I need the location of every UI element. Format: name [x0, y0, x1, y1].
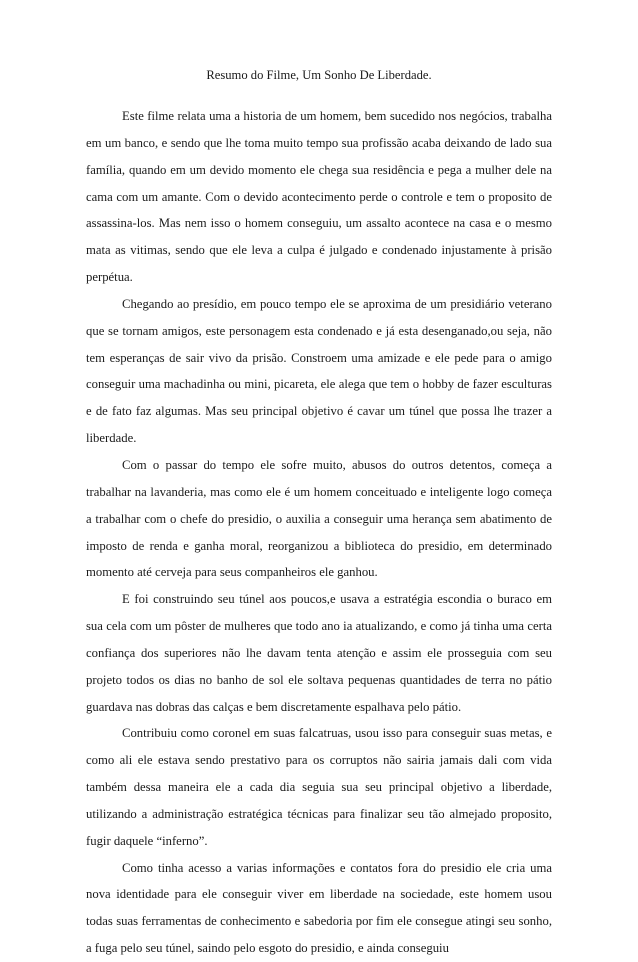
paragraph-1: Este filme relata uma a historia de um homem, bem sucedido nos negócios, trabalha em um banco, e sendo que lhe toma muito tempo sua profissão acaba deixando de lado sua família, quando em um devido momento ele chega sua residência e pega a mulher dele na cama com um amante. Com o devido acontecimento perde o controle e tem o proposito de assassina-los. Mas nem isso o homem conseguiu, um assalto acontece na casa e o mesmo mata as vitimas, sendo que ele leva a culpa é julgado e condenado injustamente à prisão perpétua.: [86, 109, 552, 285]
paragraph-5: Contribuiu como coronel em suas falcatruas, usou isso para conseguir suas metas, e como ali ele estava sendo prestativo para os corruptos não sairia jamais dali com vida também dessa maneira ele a cada dia seguia sua seu principal objetivo a liberdade, utilizando a administração estratégica técnicas para finalizar seu tão almejado proposito, fugir daquele “inferno”.: [86, 726, 552, 848]
paragraph-2: Chegando ao presídio, em pouco tempo ele se aproxima de um presidiário veterano que se tornam amigos, este personagem esta condenado e já esta desenganado,ou seja, não tem esperanças de sair vivo da prisão. Constroem uma amizade e ele pede para o amigo conseguir uma machadinha ou mini, picareta, ele alega que tem o hobby de fazer esculturas e de fato faz algumas. Mas seu principal objetivo é cavar um túnel que possa lhe trazer a liberdade.: [86, 296, 552, 446]
document-body: [86, 103, 552, 962]
paragraph-3: Com o passar do tempo ele sofre muito, abusos do outros detentos, começa a trabalhar na lavanderia, mas como ele é um homem conceituado e inteligente logo começa a trabalhar com o chefe do presidio, o auxilia a conseguir uma herança sem abatimento de imposto de renda e ganha moral, reorganizou a biblioteca do presidio, em determinado momento até cerveja para seus companheiros ele ganhou.: [86, 457, 552, 580]
paragraph-4: E foi construindo seu túnel aos poucos,e usava a estratégia escondia o buraco em sua cela com um pôster de mulheres que todo ano ia atualizando, e como já tinha uma certa confiança dos superiores não lhe davam tenta atenção e assim ele prosseguia com seu projeto todos os dias no banho de sol ele soltava pequenas quantidades de terra no pátio guardava nas dobras das calças e bem discretamente espalhava pelo pátio.: [86, 592, 552, 714]
document-title: Resumo do Filme, Um Sonho De Liberdade.: [206, 68, 432, 82]
paragraph-6: Como tinha acesso a varias informações e contatos fora do presidio ele cria uma nova identidade para ele conseguir viver em liberdade na sociedade, este homem usou todas suas ferramentas de conhecimento e sabedoria por fim ele consegue atingi seu sonho, a fuga pelo seu túnel, saindo pelo esgoto do presidio, e ainda conseguiu: [86, 860, 552, 956]
